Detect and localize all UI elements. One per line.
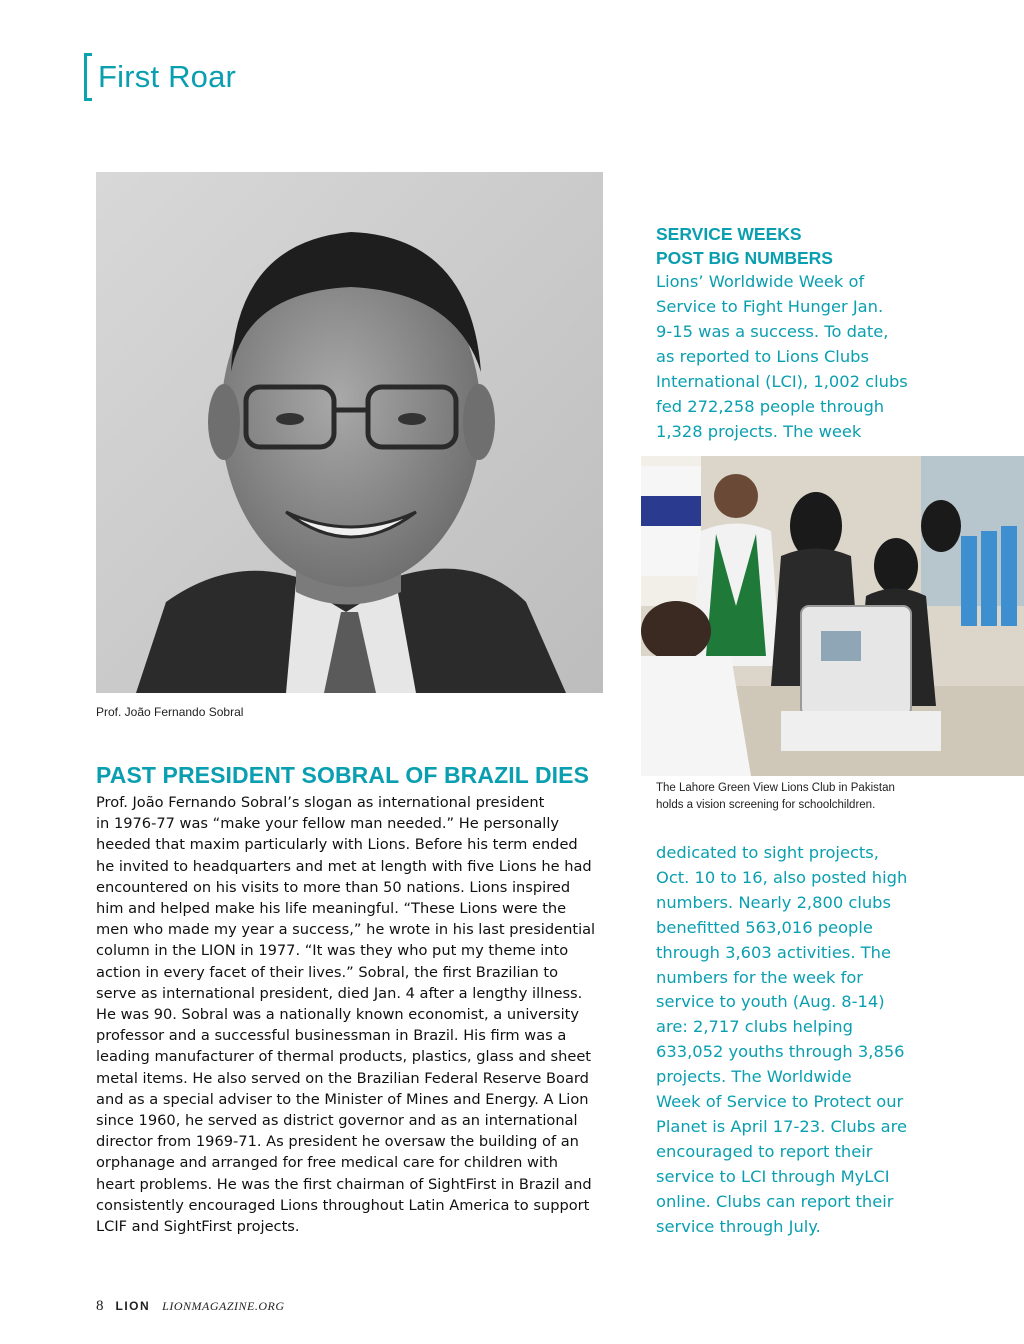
sidebar-line: 9-15 was a success. To date,: [656, 322, 889, 341]
article-line: professor and a successful businessman in Brazil. His firm was a: [96, 1027, 567, 1045]
sidebar-line: 633,052 youths through 3,856: [656, 1042, 905, 1062]
sidebar-line: numbers for the week for: [656, 967, 863, 987]
article-line: encountered on his visits to more than 50 nations. Lions inspired: [96, 878, 571, 896]
article-line: since 1960, he served as district governor and as an international: [96, 1112, 578, 1130]
article-line: LCIF and SightFirst projects.: [96, 1218, 300, 1236]
article-line: serve as international president, died Jan. 4 after a lengthy illness.: [96, 984, 583, 1002]
sidebar-line: Planet is April 17-23. Clubs are: [656, 1116, 907, 1136]
article-line: metal items. He also served on the Brazilian Federal Reserve Board: [96, 1069, 589, 1087]
sidebar-line: encouraged to report their: [656, 1141, 873, 1161]
sidebar-headline-line: POST BIG NUMBERS: [656, 248, 833, 268]
article-line: and as a special adviser to the Minister of Mines and Energy. A Lion: [96, 1090, 589, 1108]
sidebar-text-bottom: [656, 841, 918, 1240]
section-header: [84, 52, 236, 102]
article-line: him and helped make his life meaningful. “These Lions were the: [96, 900, 567, 918]
sidebar-line: dedicated to sight projects,: [656, 843, 879, 862]
article-line: column in the LION in 1977. “It was they who put my theme into: [96, 942, 569, 960]
section-title: First Roar: [98, 59, 237, 94]
article-line: leading manufacturer of thermal products, plastics, glass and sheet: [96, 1048, 592, 1066]
sidebar-line: fed 272,258 people through: [656, 397, 885, 416]
sidebar-line: as reported to Lions Clubs: [656, 347, 869, 366]
portrait-photo: [96, 172, 603, 693]
article-line: heeded that maxim particularly with Lions. Before his term ended: [96, 836, 578, 854]
article-line: orphanage and arranged for free medical care for children with: [96, 1154, 558, 1172]
caption-line: The Lahore Green View Lions Club in Pakistan: [656, 782, 895, 794]
sidebar-line: Oct. 10 to 16, also posted high: [656, 867, 908, 887]
sidebar-line: International (LCI), 1,002 clubs: [656, 372, 908, 391]
article-line: consistently encouraged Lions throughout Latin America to support: [96, 1196, 590, 1214]
sidebar-line: service through July.: [656, 1216, 821, 1236]
article-line: he invited to headquarters and met at length with five Lions he had: [96, 857, 592, 875]
sidebar-headline-line: SERVICE WEEKS: [656, 224, 802, 244]
sidebar-line: service to LCI through MyLCI: [656, 1166, 890, 1186]
article-line: He was 90. Sobral was a nationally known economist, a university: [96, 1006, 580, 1024]
photo-caption: [656, 780, 916, 814]
magazine-name: LION: [115, 1299, 151, 1313]
article-line: in 1976-77 was “make your fellow man needed.” He personally: [96, 815, 560, 833]
sidebar-line: 1,328 projects. The week: [656, 422, 862, 441]
page-number: 8: [96, 1298, 104, 1314]
sidebar-line: projects. The Worldwide: [656, 1067, 852, 1087]
article-body: [96, 792, 612, 1237]
sidebar-line: Service to Fight Hunger Jan.: [656, 297, 884, 316]
portrait-caption: Prof. João Fernando Sobral: [96, 705, 244, 719]
vision-screening-photo: [641, 456, 1024, 776]
sidebar-line: through 3,603 activities. The: [656, 942, 891, 962]
article-headline: PAST PRESIDENT SOBRAL OF BRAZIL DIES: [96, 762, 590, 788]
sidebar-text-top: [656, 269, 918, 444]
sidebar-line: online. Clubs can report their: [656, 1191, 894, 1211]
sidebar-line: are: 2,717 clubs helping: [656, 1017, 853, 1037]
sidebar-headline: [656, 222, 926, 270]
sidebar-line: service to youth (Aug. 8-14): [656, 992, 885, 1012]
sidebar-line: Week of Service to Protect our: [656, 1092, 904, 1112]
sidebar-line: Lions’ Worldwide Week of: [656, 272, 865, 291]
sidebar-line: numbers. Nearly 2,800 clubs: [656, 892, 891, 912]
sidebar-line: benefitted 563,016 people: [656, 917, 873, 937]
article-line: director from 1969-71. As president he oversaw the building of an: [96, 1133, 579, 1151]
page-footer: [96, 1298, 285, 1315]
bracket-mark: [84, 53, 92, 101]
article-line: men who made my year a success,” he wrote in his last presidential: [96, 921, 596, 939]
magazine-url: LIONMAGAZINE.ORG: [162, 1299, 285, 1313]
caption-line: holds a vision screening for schoolchildren.: [656, 799, 876, 811]
article-line: Prof. João Fernando Sobral’s slogan as international president: [96, 794, 545, 811]
article-line: heart problems. He was the first chairman of SightFirst in Brazil and: [96, 1175, 592, 1193]
article-line: action in every facet of their lives.” Sobral, the first Brazilian to: [96, 963, 559, 981]
